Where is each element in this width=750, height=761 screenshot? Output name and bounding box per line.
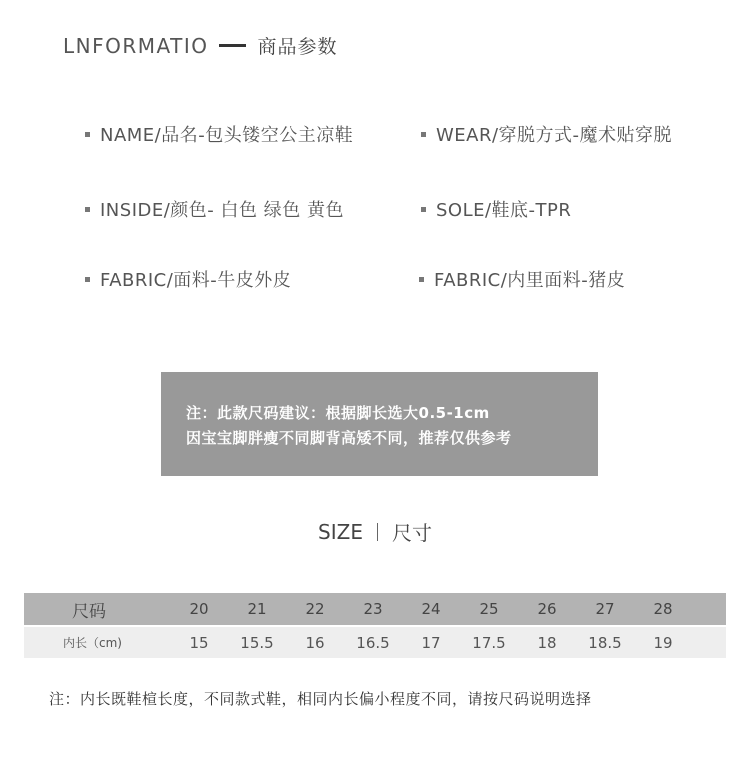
bullet-icon (421, 207, 426, 212)
param-text: SOLE/鞋底-TPR (436, 200, 572, 221)
bullet-icon (421, 132, 426, 137)
size-cell: 27 (595, 600, 615, 618)
param-item-fabric (85, 266, 291, 292)
size-section-title (0, 517, 750, 546)
param-item-wear (421, 121, 672, 147)
bullet-icon (419, 277, 424, 282)
size-footnote: 注：内长既鞋楦长度，不同款式鞋，相同内长偏小程度不同，请按尺码说明选择 (49, 690, 592, 708)
param-item-sole (421, 196, 571, 222)
param-item-lining (419, 266, 625, 292)
section-header (63, 32, 338, 59)
size-cell: 22 (305, 600, 325, 618)
param-text: WEAR/穿脱方式-魔术贴穿脱 (436, 125, 673, 146)
bullet-icon (85, 277, 90, 282)
length-cell: 18.5 (588, 633, 622, 652)
length-cell: 17 (421, 633, 441, 652)
length-row-label: 内长（cm) (63, 636, 122, 650)
length-cell: 16.5 (356, 633, 390, 652)
header-title-cn: 商品参数 (257, 36, 338, 58)
param-text: INSIDE/颜色- 白色 绿色 黄色 (100, 200, 344, 221)
length-cell: 16 (305, 633, 325, 652)
size-cell: 20 (189, 600, 209, 618)
param-text: FABRIC/面料-牛皮外皮 (100, 270, 292, 291)
size-header-label: 尺码 (72, 601, 106, 622)
param-item-inside (85, 196, 344, 222)
size-cell: 24 (421, 600, 441, 618)
bullet-icon (85, 207, 90, 212)
param-text: FABRIC/内里面料-猪皮 (434, 270, 626, 291)
bullet-icon (85, 132, 90, 137)
note-line-2: 因宝宝脚胖瘦不同脚背高矮不同，推荐仅供参考 (186, 429, 512, 447)
size-title-cn: 尺寸 (391, 521, 432, 545)
header-dash (219, 44, 246, 47)
length-cell: 19 (653, 633, 673, 652)
size-title-en: SIZE (318, 519, 363, 544)
header-title-en: LNFORMATIO (63, 33, 209, 58)
length-cell: 15.5 (240, 633, 274, 652)
title-separator (377, 523, 378, 541)
note-line-1: 注：此款尺码建议：根据脚长选大0.5-1cm (186, 404, 490, 422)
length-cell: 17.5 (472, 633, 506, 652)
size-cell: 28 (653, 600, 673, 618)
param-text: NAME/品名-包头镂空公主凉鞋 (100, 125, 354, 146)
param-item-name (85, 121, 353, 147)
length-row (24, 627, 726, 658)
size-advice-note (161, 372, 598, 476)
size-cell: 23 (363, 600, 383, 618)
size-header-row (24, 593, 726, 625)
length-cell: 15 (189, 633, 209, 652)
length-cell: 18 (537, 633, 557, 652)
size-cell: 21 (247, 600, 267, 618)
size-table (24, 593, 726, 658)
size-cell: 26 (537, 600, 557, 618)
size-cell: 25 (479, 600, 499, 618)
